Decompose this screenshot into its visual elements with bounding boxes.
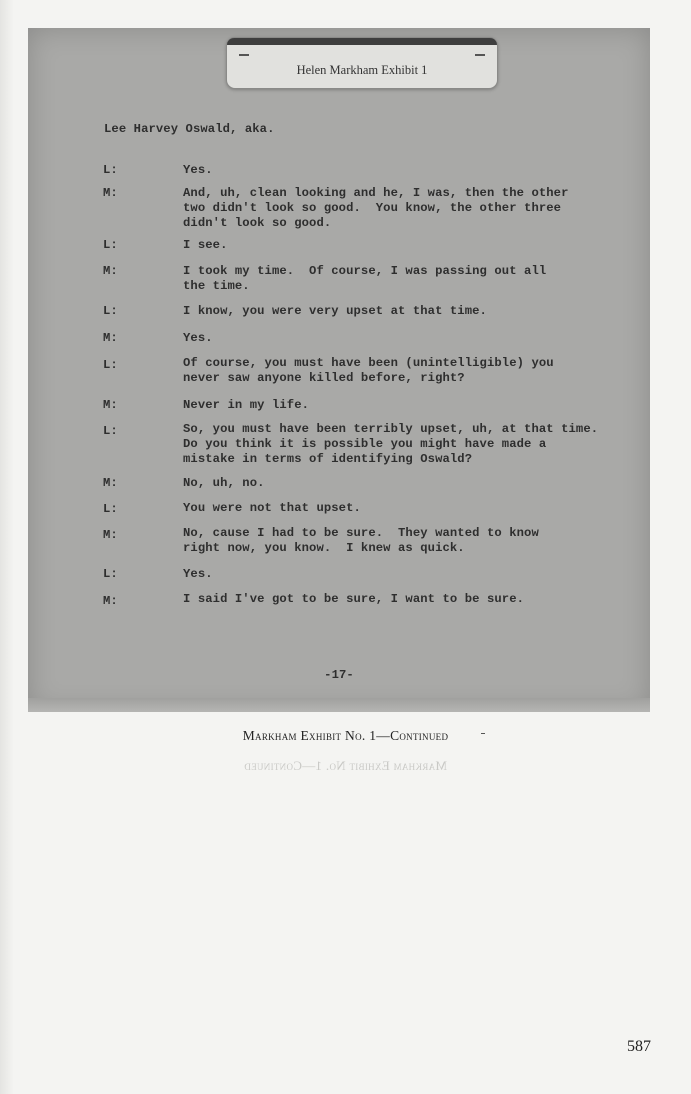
speech-text: Yes.	[183, 567, 213, 581]
speech-text: And, uh, clean looking and he, I was, then the other two didn't look so good. You know, the other three didn't look so good.	[183, 186, 569, 230]
document-page-number: -17-	[324, 668, 354, 682]
exhibit-caption: Markham Exhibit No. 1—Continued	[242, 728, 449, 743]
document-heading: Lee Harvey Oswald, aka.	[104, 122, 275, 136]
speech-text: No, cause I had to be sure. They wanted to know right now, you know. I knew as quick.	[183, 526, 539, 555]
speech-text: So, you must have been terribly upset, uh, at that time. Do you think it is possible you might have made a mistake in terms of identifying Oswald?	[183, 422, 599, 466]
speaker-label: M:	[103, 594, 118, 608]
speaker-label: M:	[103, 264, 118, 278]
speech-text: I took my time. Of course, I was passing out all the time.	[183, 264, 547, 293]
speaker-label: M:	[103, 528, 118, 542]
speaker-label: L:	[103, 502, 118, 516]
speaker-label: L:	[103, 358, 118, 372]
speech-text: I see.	[183, 238, 228, 252]
page-folio: 587	[627, 1038, 651, 1055]
speaker-label: M:	[103, 476, 118, 490]
speech-text: Yes.	[183, 163, 213, 177]
speech-text: You were not that upset.	[183, 501, 361, 515]
speaker-label: L:	[103, 238, 118, 252]
speech-text: I know, you were very upset at that time.	[183, 304, 487, 318]
transcript	[28, 28, 650, 712]
bleed-through-text: Markham Exhibit No. 1—Continued	[244, 758, 447, 773]
page-edge	[0, 0, 14, 1094]
exhibit-tab-label: Helen Markham Exhibit 1	[296, 63, 428, 77]
speech-text: I said I've got to be sure, I want to be sure.	[183, 592, 525, 606]
speech-text: No, uh, no.	[183, 476, 265, 490]
speaker-label: L:	[103, 424, 118, 438]
speaker-label: M:	[103, 186, 118, 200]
speaker-label: M:	[103, 398, 118, 412]
stray-mark	[481, 733, 485, 734]
speaker-label: L:	[103, 567, 118, 581]
speech-text: Yes.	[183, 331, 213, 345]
exhibit-photo	[28, 28, 650, 712]
speech-text: Never in my life.	[183, 398, 310, 412]
speaker-label: L:	[103, 163, 118, 177]
speech-text: Of course, you must have been (unintelligible) you never saw anyone killed before, right?	[183, 356, 554, 385]
speaker-label: M:	[103, 331, 118, 345]
speaker-label: L:	[103, 304, 118, 318]
